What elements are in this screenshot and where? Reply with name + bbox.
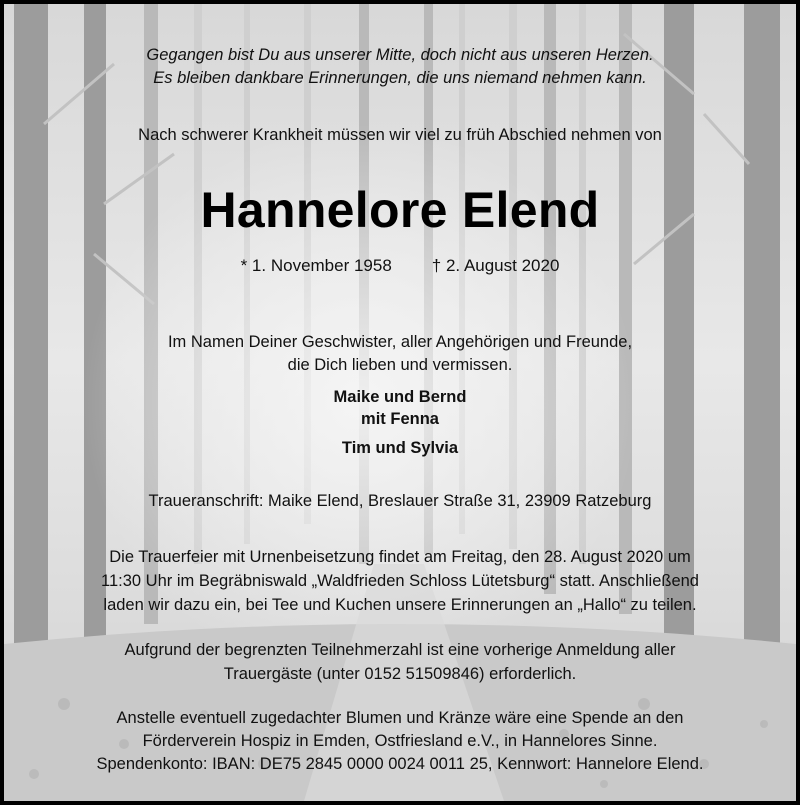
motto-line-1: Gegangen bist Du aus unserer Mitte, doch nicht aus unseren Herzen. xyxy=(146,46,654,64)
donation-line-3: Spendenkonto: IBAN: DE75 2845 0000 0024 0011 25, Kennwort: Hannelore Elend. xyxy=(96,755,704,773)
donation-line-1: Anstelle eventuell zugedachter Blumen und Kränze wäre eine Spende an den xyxy=(116,709,684,727)
deceased-name: Hannelore Elend xyxy=(200,182,600,238)
mourner-name: Tim und Sylvia xyxy=(341,439,459,457)
ceremony-line-3: laden wir dazu ein, bei Tee und Kuchen unsere Erinnerungen an „Hallo“ zu teilen. xyxy=(103,596,697,614)
life-dates xyxy=(4,255,796,277)
death-date: † 2. August 2020 xyxy=(431,256,560,275)
intro-text: Nach schwerer Krankheit müssen wir viel zu früh Abschied nehmen von xyxy=(138,126,662,144)
donation-line-2: Förderverein Hospiz in Emden, Ostfriesland e.V., in Hannelores Sinne. xyxy=(142,732,658,750)
mourner-name: mit Fenna xyxy=(361,410,439,428)
registration-line-1: Aufgrund der begrenzten Teilnehmerzahl ist eine vorherige Anmeldung aller xyxy=(124,641,676,659)
mourners-intro-line-2: die Dich lieben und vermissen. xyxy=(287,356,513,374)
ceremony-line-2: 11:30 Uhr im Begräbniswald „Waldfrieden Schloss Lütetsburg“ statt. Anschließend xyxy=(101,572,699,590)
mourner-name: Maike und Bernd xyxy=(333,388,467,406)
motto-line-2: Es bleiben dankbare Erinnerungen, die uns niemand nehmen kann. xyxy=(153,69,647,87)
ceremony-line-1: Die Trauerfeier mit Urnenbeisetzung findet am Freitag, den 28. August 2020 um xyxy=(109,548,691,566)
notice-text xyxy=(4,4,796,801)
birth-date: * 1. November 1958 xyxy=(240,256,392,275)
registration-line-2: Trauergäste (unter 0152 51509846) erforderlich. xyxy=(223,665,577,683)
mourning-address: Traueranschrift: Maike Elend, Breslauer Straße 31, 23909 Ratzeburg xyxy=(148,492,652,510)
mourners-intro-line-1: Im Namen Deiner Geschwister, aller Angehörigen und Freunde, xyxy=(167,333,633,351)
